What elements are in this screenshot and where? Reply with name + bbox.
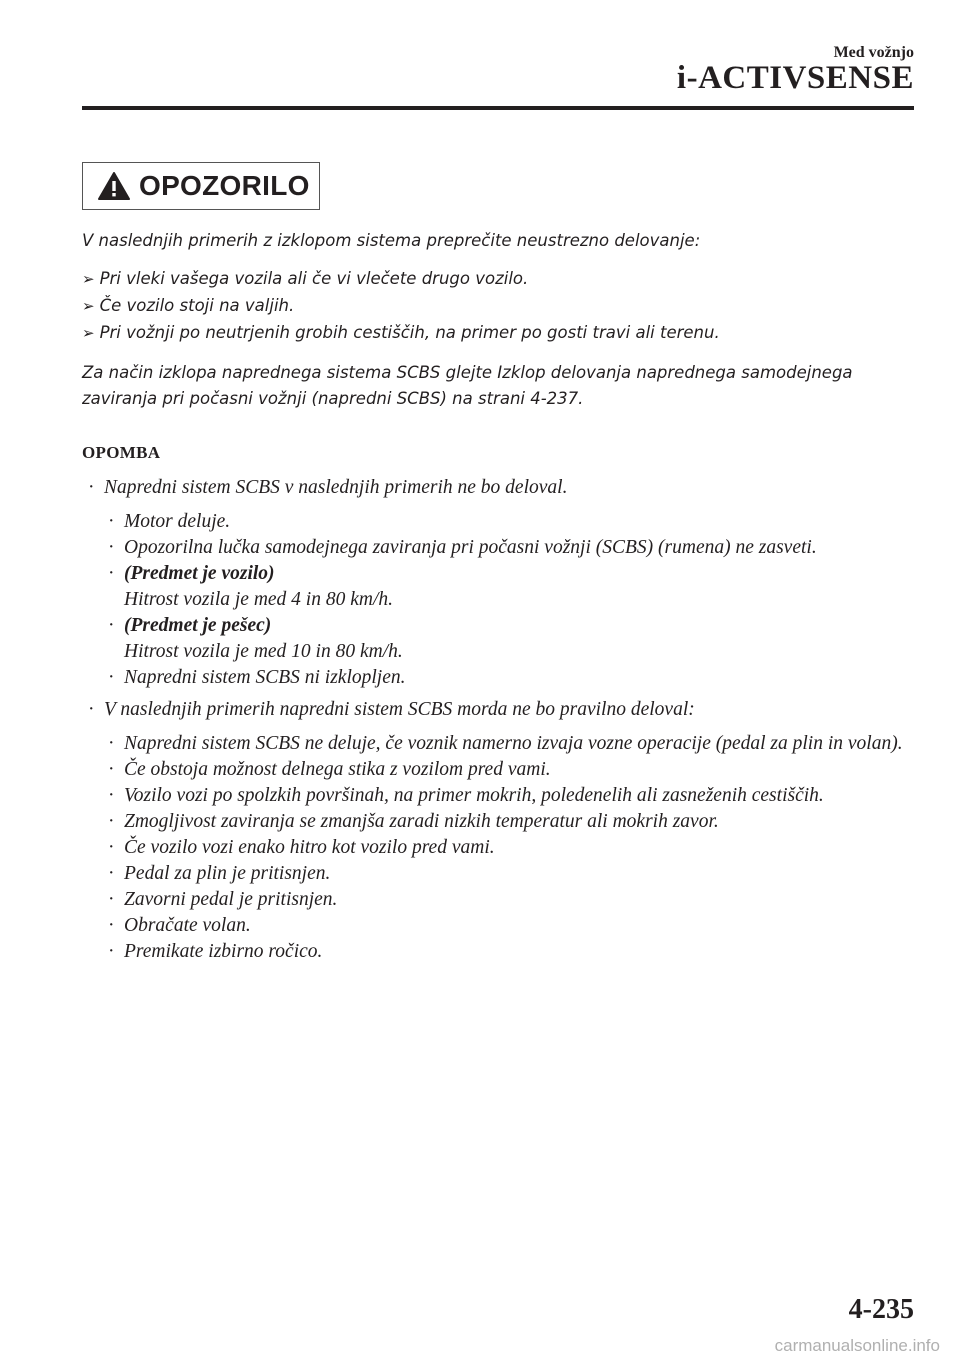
note-subitem-detail: Hitrost vozila je med 4 in 80 km/h. (124, 589, 394, 610)
warning-intro: V naslednjih primerih z izklopom sistema preprečite neustrezno delovanje: (82, 231, 701, 250)
note-subitem: · Vozilo vozi po spolzkih površinah, na primer mokrih, poledenelih ali zasneženih cestiščih. (82, 783, 922, 809)
arrow-bullet-icon: ➢ (82, 297, 95, 315)
note-subitem: · Če vozilo vozi enako hitro kot vozilo pred vami. (82, 835, 922, 861)
warning-list (82, 266, 922, 347)
note-subitem (82, 613, 922, 665)
note-subitem-detail: Hitrost vozila je med 10 in 80 km/h. (124, 641, 403, 662)
header-divider (82, 106, 914, 110)
note-bullet: · V naslednjih primerih napredni sistem SCBS morda ne bo pravilno deloval: (82, 697, 922, 723)
section-title: Med vožnjo (833, 44, 914, 61)
chapter-title: i-ACTIVSENSE (676, 60, 914, 96)
note-subitem: · Napredni sistem SCBS ne deluje, če voznik namerno izvaja vozne operacije (pedal za plin in volan). (82, 731, 922, 757)
note-subitem-heading: (Predmet je pešec) (124, 615, 272, 636)
note-subitem (82, 561, 922, 613)
note-subitem: · Napredni sistem SCBS ni izklopljen. (82, 665, 922, 691)
note-subitem: · Premikate izbirno ročico. (82, 939, 922, 965)
warning-item-text: Pri vleki vašega vozila ali če vi vlečete drugo vozilo. (99, 269, 529, 288)
note-subitem: · Pedal za plin je pritisnjen. (82, 861, 922, 887)
note-subitem: · Obračate volan. (82, 913, 922, 939)
note-subitem: · Če obstoja možnost delnega stika z vozilom pred vami. (82, 757, 922, 783)
note-sublist (82, 731, 922, 965)
arrow-bullet-icon: ➢ (82, 324, 95, 342)
page-number: 4-235 (848, 1294, 914, 1325)
note-body (82, 475, 922, 971)
warning-list-item (82, 266, 922, 293)
warning-list-item (82, 320, 922, 347)
note-sublist (82, 509, 922, 691)
watermark: carmanualsonline.info (774, 1336, 940, 1355)
note-bullet: · Napredni sistem SCBS v naslednjih primerih ne bo deloval. (82, 475, 922, 501)
warning-label: OPOZORILO (139, 170, 310, 201)
warning-triangle-icon (97, 171, 131, 201)
warning-item-text: Pri vožnji po neutrjenih grobih cestiščih, na primer po gosti travi ali terenu. (99, 323, 720, 342)
warning-list-item (82, 293, 922, 320)
note-title: OPOMBA (82, 443, 161, 462)
note-subitem: · Zmogljivost zaviranja se zmanjša zaradi nizkih temperatur ali mokrih zavor. (82, 809, 922, 835)
note-subitem: · Motor deluje. (82, 509, 922, 535)
note-subitem: · Zavorni pedal je pritisnjen. (82, 887, 922, 913)
warning-reference: Za način izklopa naprednega sistema SCBS glejte Izklop delovanja naprednega samodejnega zaviranja pri počasni vožnji (napredni SCBS) na strani 4-237. (82, 363, 853, 408)
warning-banner (82, 162, 320, 210)
arrow-bullet-icon: ➢ (82, 270, 95, 288)
note-subitem-heading: (Predmet je vozilo) (124, 563, 275, 584)
warning-item-text: Če vozilo stoji na valjih. (99, 296, 295, 315)
note-subitem: · Opozorilna lučka samodejnega zaviranja pri počasni vožnji (SCBS) (rumena) ne zasveti. (82, 535, 922, 561)
